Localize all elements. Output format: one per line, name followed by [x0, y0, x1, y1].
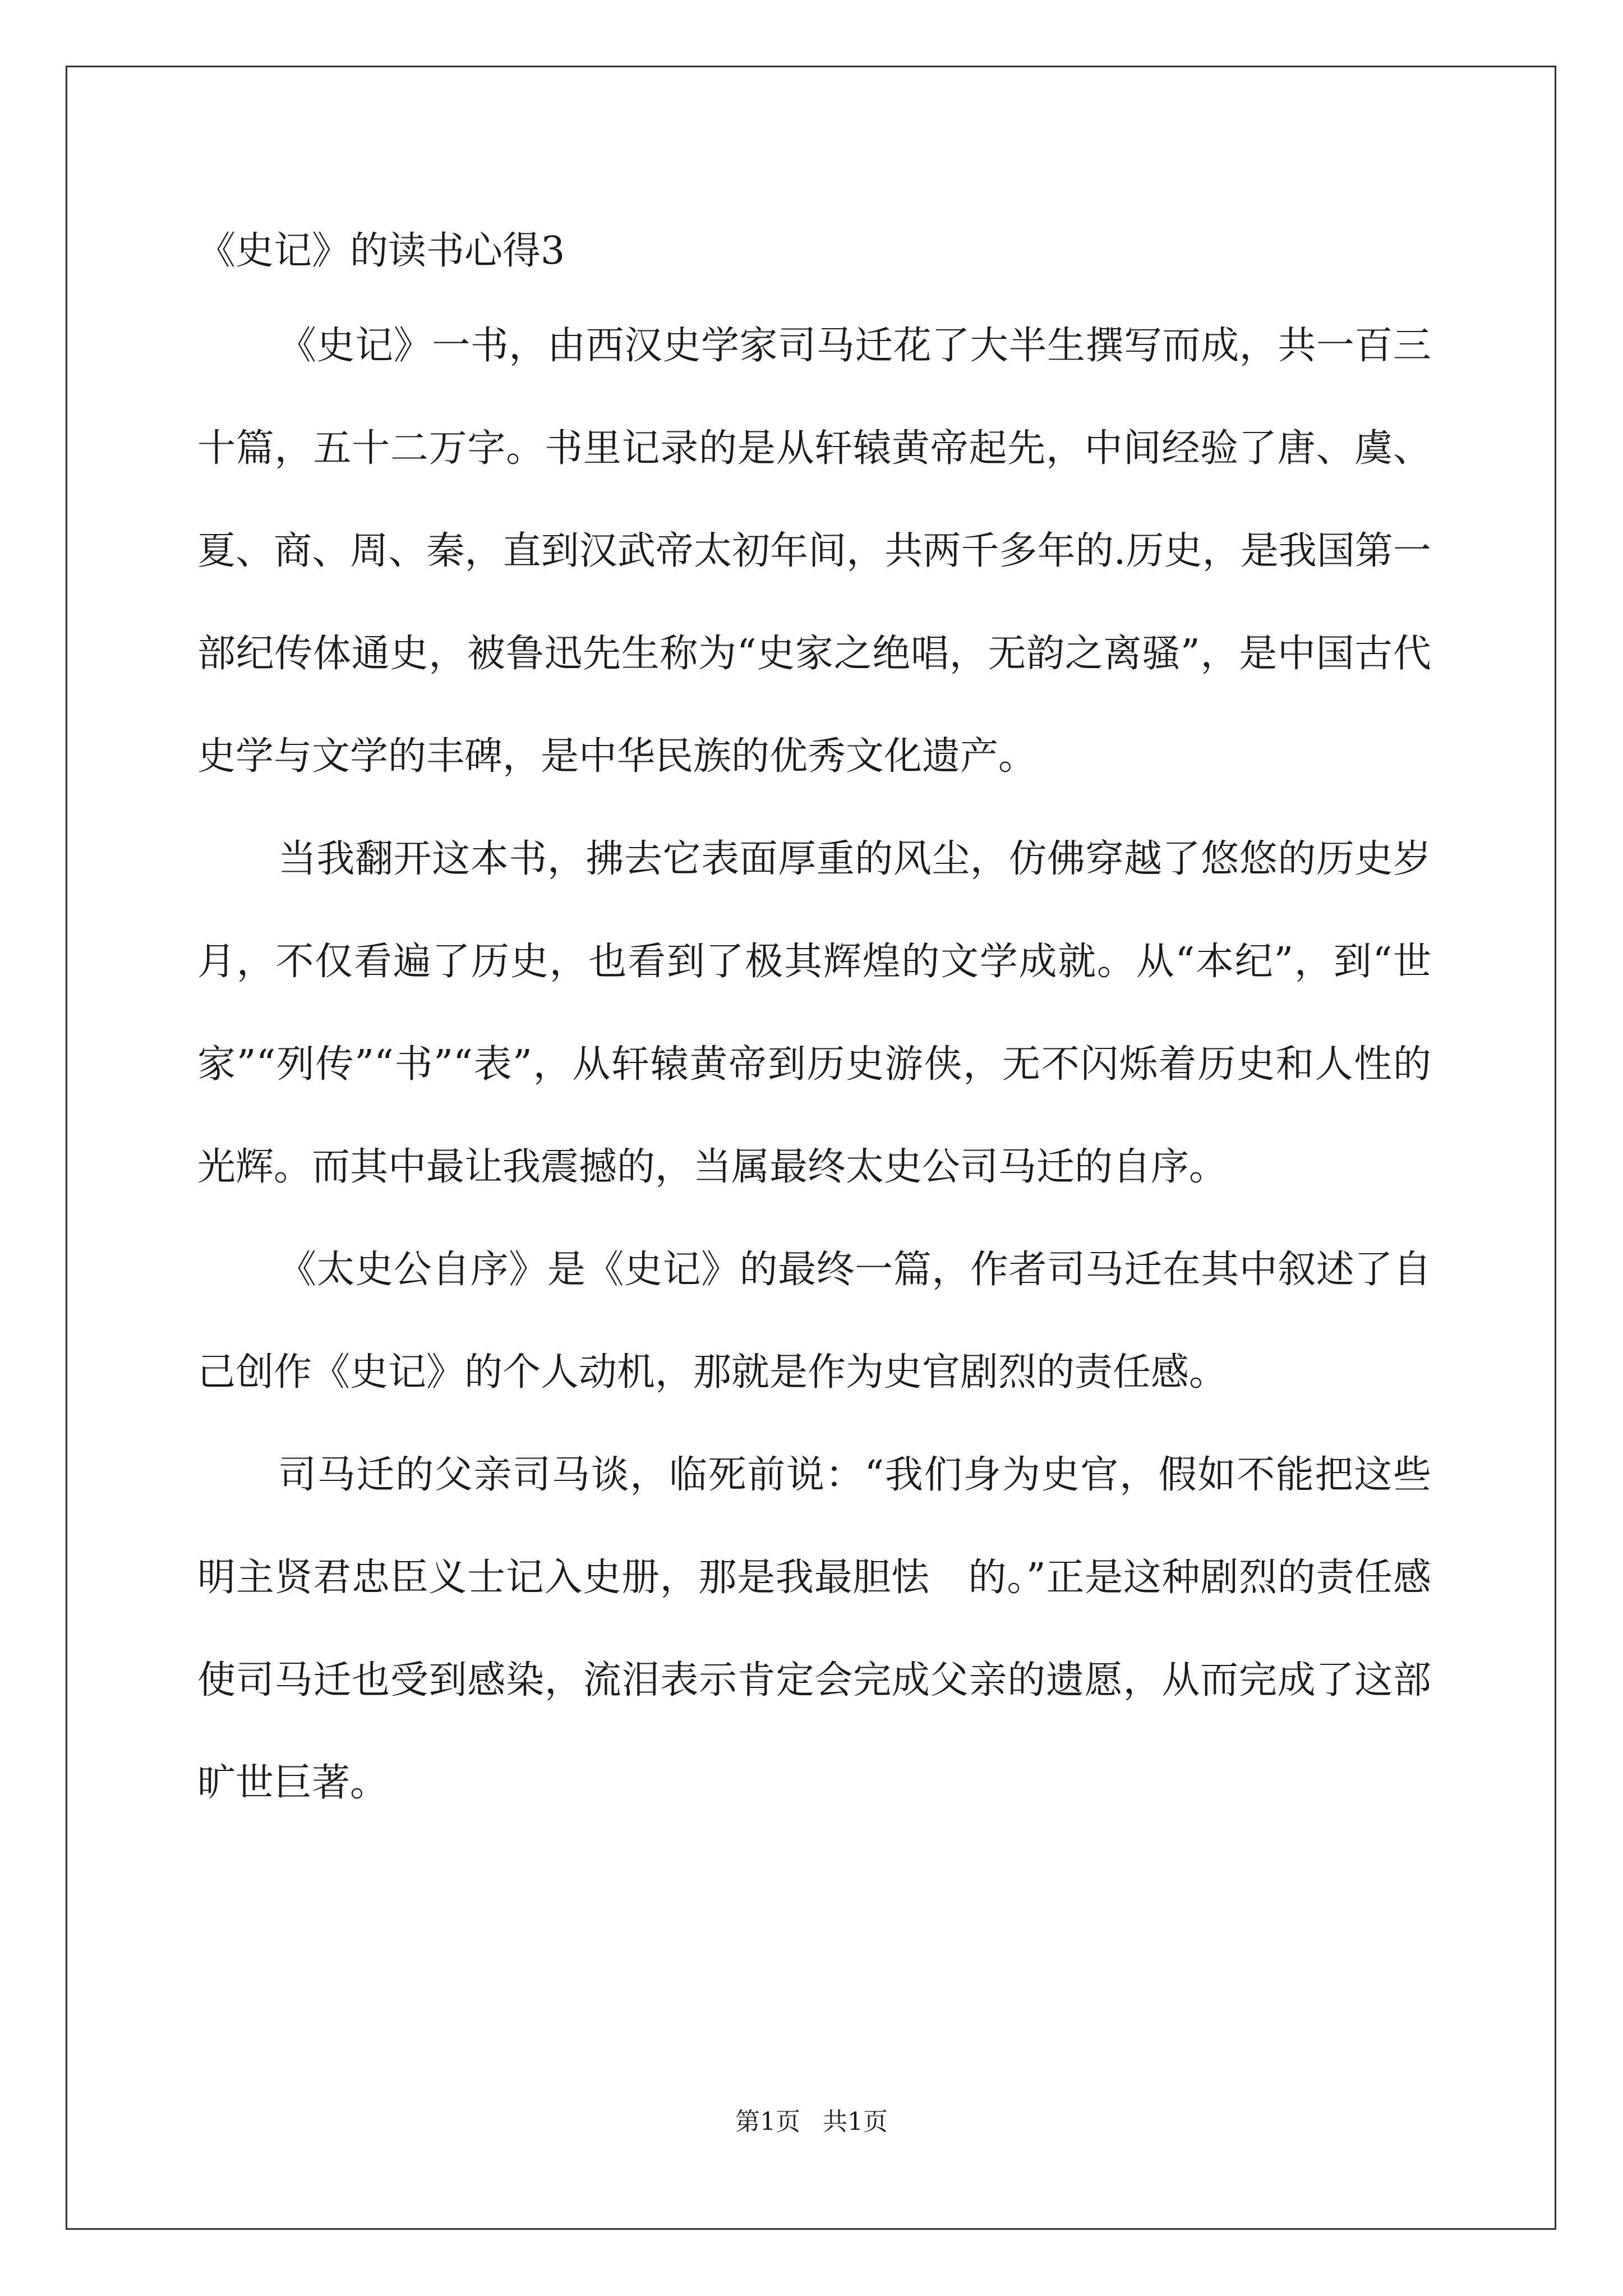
document-body	[197, 295, 1431, 1834]
paragraph-4: 司马迁的父亲司马谈，临死前说：“我们身为史官，假如不能把这些明主贤君忠臣义士记入史册，那是我最胆怯 的。”正是这种剧烈的责任感使司马迁也受到感染，流泪表示肯定会完成父亲的遗愿，从而完成了这部旷世巨著。	[197, 1453, 1431, 1805]
page-total: 共1页	[823, 2108, 888, 2136]
paragraph-1: 《史记》一书，由西汉史学家司马迁花了大半生撰写而成，共一百三十篇，五十二万字。书里记录的是从轩辕黄帝起先，中间经验了唐、虞、夏、商、周、秦，直到汉武帝太初年间，共两千多年的.历史，是我国第一部纪传体通史，被鲁迅先生称为“史家之绝唱，无韵之离骚”，是中国古代史学与文学的丰碑，是中华民族的优秀文化遗产。	[197, 324, 1431, 779]
paragraph-2: 当我翻开这本书，拂去它表面厚重的风尘，仿佛穿越了悠悠的历史岁月，不仅看遍了历史，也看到了极其辉煌的文学成就。从“本纪”，到“世家”“列传”“书”“表”，从轩辕黄帝到历史游侠，无不闪烁着历史和人性的光辉。而其中最让我震撼的，当属最终太史公司马迁的自序。	[197, 837, 1431, 1189]
paragraph-3: 《太史公自序》是《史记》的最终一篇，作者司马迁在其中叙述了自己创作《史记》的个人动机，那就是作为史官剧烈的责任感。	[197, 1248, 1431, 1395]
page-number: 第1页	[735, 2108, 800, 2136]
document-title: 《史记》的读书心得3	[197, 229, 565, 273]
page-footer	[0, 2105, 1623, 2139]
